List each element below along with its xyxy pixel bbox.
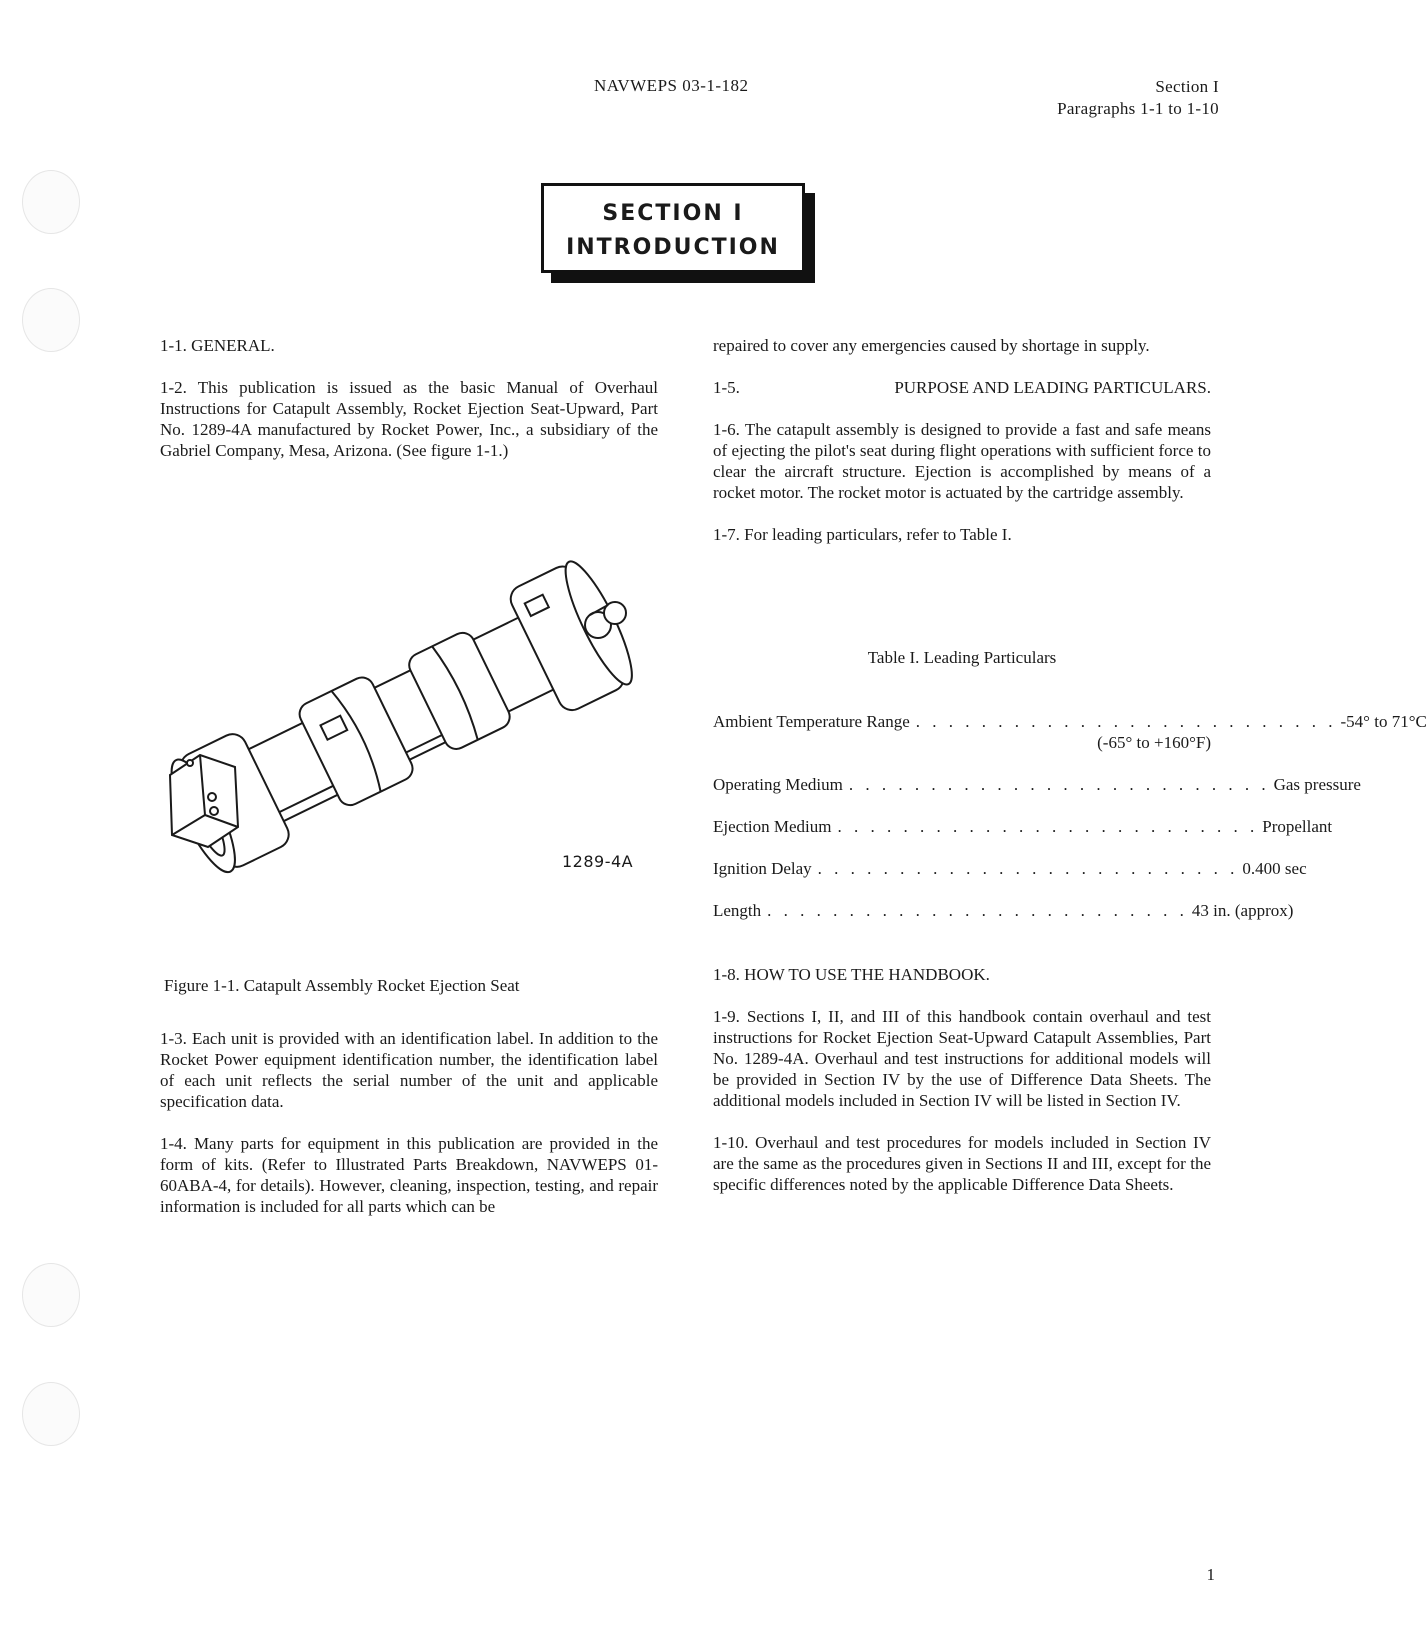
table-row-value: -54° to 71°C	[1340, 712, 1427, 731]
binder-hole	[22, 288, 80, 352]
binder-hole	[22, 1382, 80, 1446]
catapult-drawing	[160, 535, 660, 895]
table-row-label: Length	[713, 901, 762, 920]
page-number: 1	[1206, 1565, 1215, 1584]
table-row	[713, 775, 1361, 796]
paragraph-1-4-continued: repaired to cover any emergencies caused by shortage in supply.	[713, 336, 1150, 355]
paragraph-1-1: 1-1. GENERAL.	[160, 336, 275, 355]
paragraph-1-8: 1-8. HOW TO USE THE HANDBOOK.	[713, 965, 990, 984]
catapult-assembly-illustration	[160, 535, 660, 895]
figure-caption: Figure 1-1. Catapult Assembly Rocket Ejection Seat	[164, 976, 520, 995]
paragraph-1-4: 1-4. Many parts for equipment in this publication are provided in the form of kits. (Refer to Illustrated Parts Breakdown, NAVWEPS 01-60ABA-4, for details). However, cleaning, inspection, testing, and repair information is included for all parts which can be	[160, 1134, 658, 1216]
table-row	[713, 712, 1427, 733]
paragraph-1-9: 1-9. Sections I, II, and III of this handbook contain overhaul and test instructions for Rocket Ejection Seat-Upward Catapult Assemblies, Part No. 1289-4A. Overhaul and test instructions for additional models will be provided in Section IV by the use of Difference Data Sheets. The additional models included in Section IV will be listed in Section IV.	[713, 1007, 1211, 1110]
section-label: Section I	[1155, 77, 1219, 96]
table-row-extra: (-65° to +160°F)	[1097, 733, 1211, 752]
figure-part-label: 1289-4A	[562, 852, 634, 871]
table-row-value: 43 in. (approx)	[1191, 901, 1294, 920]
binder-hole	[22, 1263, 80, 1327]
paragraph-1-5-title: PURPOSE AND LEADING PARTICULARS.	[894, 378, 1211, 397]
leading-particulars-table	[713, 712, 1427, 922]
paragraph-1-7: 1-7. For leading particulars, refer to Table I.	[713, 525, 1012, 544]
table-title: Table I. Leading Particulars	[867, 648, 1057, 667]
table-row-value: 0.400 sec	[1242, 859, 1307, 878]
section-title-box	[541, 183, 805, 273]
document-number: NAVWEPS 03-1-182	[594, 76, 749, 95]
section-reference	[1057, 76, 1219, 120]
paragraph-1-10: 1-10. Overhaul and test procedures for models included in Section IV are the same as the procedures given in Sections II and III, except for the specific differences noted by the applicable Difference Data Sheets.	[713, 1133, 1211, 1194]
leader-dots: . . . . . . . . . . . . . . . . . . . . . . . . . .	[915, 712, 1337, 731]
paragraph-1-5-number: 1-5.	[713, 378, 740, 397]
table-row-value: Propellant	[1262, 817, 1333, 836]
right-column-bottom	[713, 964, 1211, 1216]
leader-dots: . . . . . . . . . . . . . . . . . . . . . . . . . .	[837, 817, 1259, 836]
section-title: SECTION I	[602, 201, 744, 226]
paragraph-1-6: 1-6. The catapult assembly is designed to provide a fast and safe means of ejecting the pilot's seat during flight operations with sufficient force to clear the aircraft structure. Ejection is accomplished by means of a rocket motor. The rocket motor is actuated by the cartridge assembly.	[713, 420, 1211, 502]
paragraph-1-3: 1-3. Each unit is provided with an identification label. In addition to the Rocket Power equipment identification number, the identification label of each unit reflects the serial number of the unit and applicable specification data.	[160, 1029, 658, 1111]
binder-hole	[22, 170, 80, 234]
left-column-top	[160, 335, 658, 482]
table-row	[713, 901, 1294, 922]
paragraph-1-5-heading	[713, 377, 1211, 398]
leader-dots: . . . . . . . . . . . . . . . . . . . . . . . . . .	[817, 859, 1239, 878]
left-column-bottom	[160, 1028, 658, 1238]
table-row-label: Ejection Medium	[713, 817, 832, 836]
table-row-value: Gas pressure	[1273, 775, 1361, 794]
table-row-label: Ignition Delay	[713, 859, 812, 878]
table-row	[713, 817, 1333, 838]
paragraph-1-2: 1-2. This publication is issued as the basic Manual of Overhaul Instructions for Catapult Assembly, Rocket Ejection Seat-Upward, Part No. 1289-4A manufactured by Rocket Power, Inc., a subsidiary of the Gabriel Company, Mesa, Arizona. (See figure 1-1.)	[160, 378, 658, 460]
section-subtitle: INTRODUCTION	[566, 235, 780, 260]
table-row-label: Ambient Temperature Range	[713, 712, 910, 731]
right-column-top	[713, 335, 1211, 566]
table-row	[713, 859, 1307, 880]
paragraph-range: Paragraphs 1-1 to 1-10	[1057, 99, 1219, 118]
table-row-label: Operating Medium	[713, 775, 843, 794]
leader-dots: . . . . . . . . . . . . . . . . . . . . . . . . . .	[848, 775, 1270, 794]
leader-dots: . . . . . . . . . . . . . . . . . . . . . . . . . .	[767, 901, 1188, 920]
